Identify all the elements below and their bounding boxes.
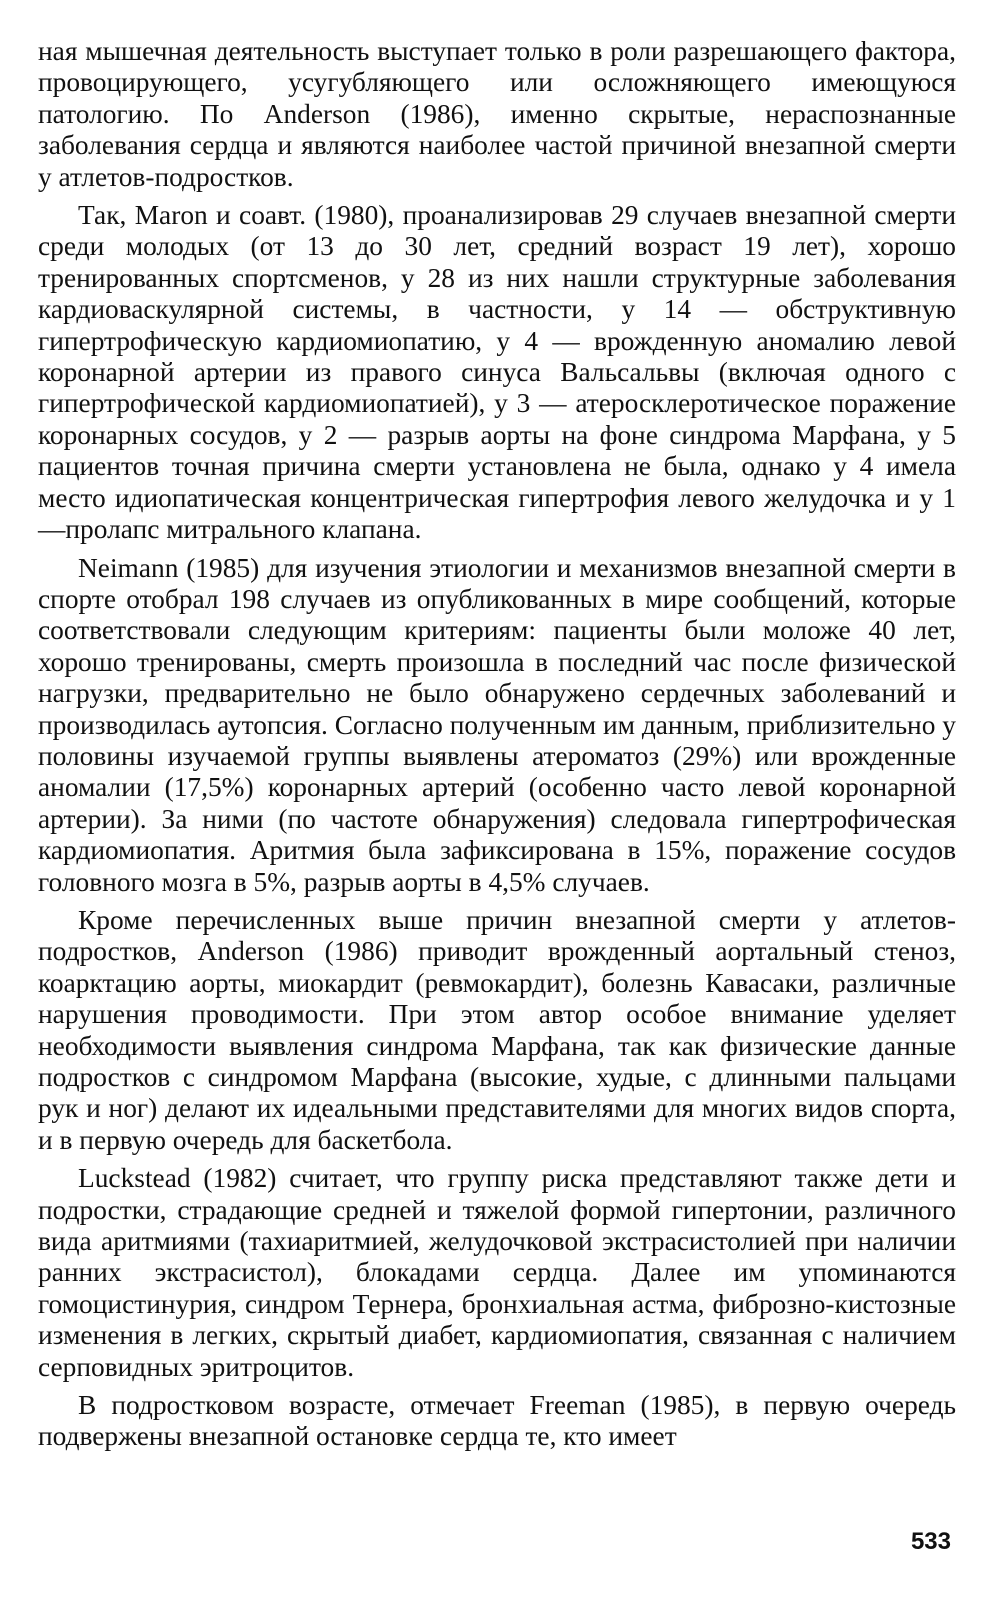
paragraph-6: В подростковом возрасте, отмечает Freeman (1985), в первую очередь подвержены внезапной остановке сердца те, кто имеет xyxy=(38,1390,956,1452)
paragraph-5: Luckstead (1982) считает, что группу риска представляют также дети и подростки, страдающие средней и тяжелой формой гипертонии, различного вида аритмиями (тахиаритмией, желудочковой экстрасистолией при наличии ранних экстрасистол), блокадами сердца. Далее им упоминаются гомоцистинурия, синдром Тернера, бронхиальная астма, фиброзно-кистозные изменения в легких, скрытый диабет, кардиомиопатия, связанная с наличием серповидных эритроцитов. xyxy=(38,1163,956,1382)
paragraph-4: Кроме перечисленных выше причин внезапной смерти у атлетов-подростков, Anderson (1986) приводит врожденный аортальный стеноз, коарктацию аорты, миокардит (ревмокардит), болезнь Кавасаки, различные нарушения проводимости. При этом автор особое внимание уделяет необходимости выявления синдрома Марфана, так как физические данные подростков с синдромом Марфана (высокие, худые, с длинными пальцами рук и ног) делают их идеальными представителями для многих видов спорта, и в первую очередь для баскетбола. xyxy=(38,904,956,1155)
document-page xyxy=(38,36,956,1460)
paragraph-3: Neimann (1985) для изучения этиологии и механизмов внезапной смерти в спорте отобрал 198 случаев из опубликованных в мире сообщений, которые соответствовали следующим критериям: пациенты были моложе 40 лет, хорошо тренированы, смерть произошла в последний час после физической нагрузки, предварительно не было обнаружено сердечных заболеваний и производилась аутопсия. Согласно полученным им данным, приблизительно у половины изучаемой группы выявлены атероматоз (29%) или врожденные аномалии (17,5%) коронарных артерий (особенно часто левой коронарной артерии). За ними (по частоте обнаружения) следовала гипертрофическая кардиомиопатия. Аритмия была зафиксирована в 15%, поражение сосудов головного мозга в 5%, разрыв аорты в 4,5% случаев. xyxy=(38,552,956,897)
paragraph-2: Так, Maron и соавт. (1980), проанализировав 29 случаев внезапной смерти среди молодых (от 13 до 30 лет, средний возраст 19 лет), хорошо тренированных спортсменов, у 28 из них нашли структурные заболевания кардиоваскулярной системы, в частности, у 14 — обструктивную гипертрофическую кардиомиопатию, у 4 — врожденную аномалию левой коронарной артерии из правого синуса Вальсальвы (включая одного с гипертрофической кардиомиопатией), у 3 — атеросклеротическое поражение коронарных сосудов, у 2 — разрыв аорты на фоне синдрома Марфана, у 5 пациентов точная причина смерти установлена не была, однако у 4 имела место идиопатическая концентрическая гипертрофия левого желудочка и у 1—пролапс митрального клапана. xyxy=(38,200,956,545)
paragraph-1: ная мышечная деятельность выступает только в роли разрешающего фактора, провоцирующего, усугубляющего или осложняющего имеющуюся патологию. По Anderson (1986), именно скрытые, нераспознанные заболевания сердца и являются наиболее частой причиной внезапной смерти у атлетов-подростков. xyxy=(38,36,956,192)
page-number: 533 xyxy=(910,1528,951,1555)
